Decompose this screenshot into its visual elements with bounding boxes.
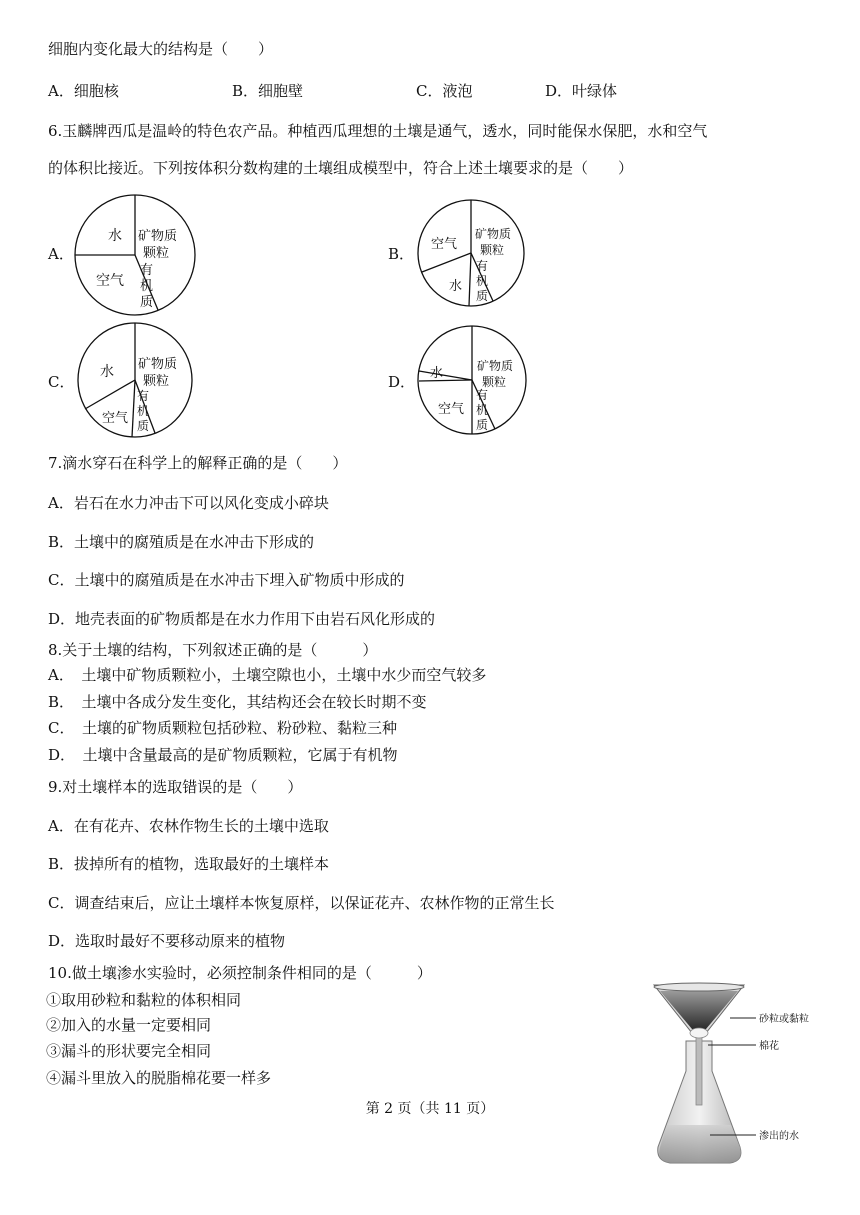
q6-label-c: C．: [48, 373, 75, 391]
pie-d-air: 空气: [438, 402, 465, 417]
pie-a-air: 空气: [96, 273, 124, 289]
figure-label-cotton: 棉花: [759, 1041, 779, 1052]
pie-c-mineral-2: 颗粒: [143, 374, 170, 389]
q9-option-c: C．调查结束后，应让土壤样本恢复原样，以保证花卉、农林作物的正常生长: [48, 894, 555, 912]
q10-stem: 10.做土壤渗水实验时，必须控制条件相同的是（ ）: [48, 964, 432, 982]
q7-stem: 7.滴水穿石在科学上的解释正确的是（ ）: [48, 454, 348, 472]
q5-stem: 细胞内变化最大的结构是（ ）: [48, 40, 274, 58]
q5-option-c: C．液泡: [416, 82, 473, 100]
figure-label-water: 渗出的水: [759, 1131, 799, 1142]
page-footer: 第 2 页（共 11 页）: [365, 1101, 495, 1117]
q6-stem-line1: 6.玉麟牌西瓜是温岭的特色农产品。种植西瓜理想的土壤是通气，透水，同时能保水保肥，水和空气: [48, 122, 708, 140]
pie-a-mineral-2: 颗粒: [143, 246, 170, 261]
pie-d: [412, 325, 532, 437]
pie-b-organic-1: 有: [476, 259, 489, 273]
q5-option-a: A．细胞核: [48, 82, 119, 100]
q10-item-3: ③漏斗的形状要完全相同: [46, 1042, 212, 1060]
pie-a-organic-3: 质: [140, 295, 154, 310]
q5-option-b: B．细胞壁: [232, 82, 304, 100]
q6-label-d: D．: [388, 373, 416, 391]
pie-b: [413, 198, 529, 310]
q7-option-c: C．土壤中的腐殖质是在水冲击下埋入矿物质中形成的: [48, 571, 405, 589]
pie-c-air: 空气: [102, 411, 129, 426]
q6-label-b: B．: [388, 245, 415, 263]
pie-b-organic-3: 质: [476, 289, 489, 303]
pie-c-water: 水: [100, 364, 114, 380]
q5-option-d: D．叶绿体: [545, 82, 618, 100]
q7-option-d: D．地壳表面的矿物质都是在水力作用下由岩石风化形成的: [48, 610, 436, 628]
pie-c-organic-2: 机: [137, 404, 150, 418]
pie-b-water: 水: [449, 279, 463, 294]
q8-stem: 8.关于土壤的结构，下列叙述正确的是（ ）: [48, 641, 378, 659]
q8-option-c: C． 土壤的矿物质颗粒包括砂粒、粉砂粒、黏粒三种: [48, 719, 397, 737]
pie-d-organic-3: 质: [476, 418, 489, 432]
q9-stem: 9.对土壤样本的选取错误的是（ ）: [48, 778, 303, 796]
figure-label-soil: 砂粒或黏粒: [759, 1014, 809, 1025]
pie-d-mineral-1: 矿物质: [477, 359, 514, 373]
pie-a-organic-1: 有: [140, 263, 154, 278]
pie-b-mineral-2: 颗粒: [480, 243, 505, 257]
q8-option-a: A． 土壤中矿物质颗粒小，土壤空隙也小，土壤中水少而空气较多: [48, 666, 487, 684]
pie-b-air: 空气: [431, 237, 458, 252]
pie-a-mineral-1: 矿物质: [138, 229, 178, 244]
seepage-experiment-figure: [640, 975, 820, 1171]
q9-option-b: B．拔掉所有的植物，选取最好的土壤样本: [48, 855, 330, 873]
q7-option-a: A．岩石在水力冲击下可以风化变成小碎块: [48, 494, 329, 512]
pie-d-water: 水: [430, 366, 444, 381]
q9-option-d: D．选取时最好不要移动原来的植物: [48, 932, 286, 950]
q10-item-4: ④漏斗里放入的脱脂棉花要一样多: [46, 1069, 272, 1087]
pie-c: [70, 320, 200, 440]
pie-a-water: 水: [108, 228, 122, 244]
q7-option-b: B．土壤中的腐殖质是在水冲击下形成的: [48, 533, 315, 551]
pie-c-mineral-1: 矿物质: [138, 357, 178, 372]
pie-d-organic-2: 机: [476, 403, 489, 417]
q8-option-d: D． 土壤中含量最高的是矿物质颗粒，它属于有机物: [48, 746, 398, 764]
pie-a: [70, 192, 200, 322]
q8-option-b: B． 土壤中各成分发生变化，其结构还会在较长时期不变: [48, 693, 427, 711]
q6-label-a: A．: [48, 245, 74, 263]
pie-b-mineral-1: 矿物质: [475, 227, 512, 241]
pie-c-organic-3: 质: [137, 419, 150, 433]
q6-stem-line2: 的体积比接近。下列按体积分数构建的土壤组成模型中，符合上述土壤要求的是（ ）: [48, 159, 634, 177]
pie-b-organic-2: 机: [476, 274, 489, 288]
pie-a-organic-2: 机: [140, 279, 154, 294]
pie-d-organic-1: 有: [476, 388, 489, 402]
q10-item-1: ①取用砂粒和黏粒的体积相同: [46, 991, 242, 1009]
q10-item-2: ②加入的水量一定要相同: [46, 1016, 212, 1034]
pie-c-organic-1: 有: [137, 389, 150, 403]
pie-d-mineral-2: 颗粒: [482, 375, 507, 389]
q9-option-a: A．在有花卉、农林作物生长的土壤中选取: [48, 817, 329, 835]
